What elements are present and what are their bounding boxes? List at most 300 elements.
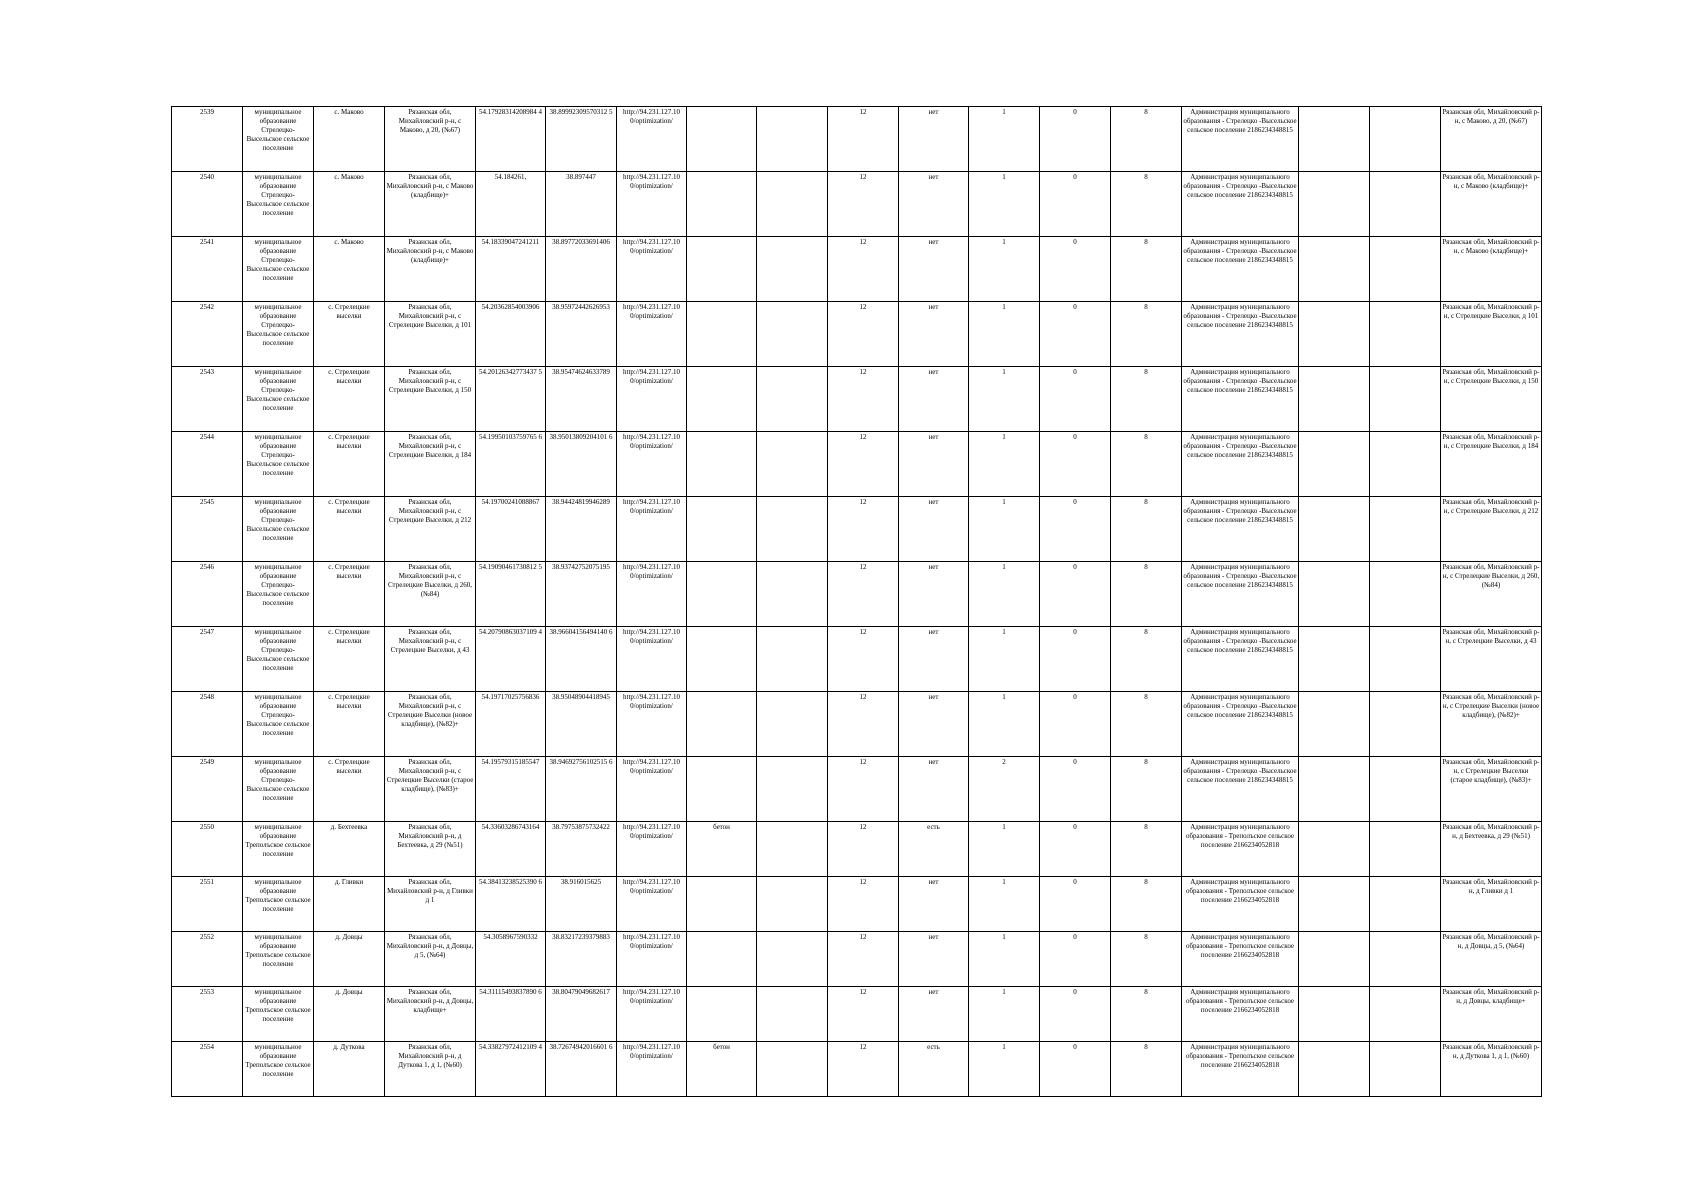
settlement-cell: д. Довцы (314, 932, 385, 987)
months-cell: 8 (1111, 237, 1182, 302)
row-number-cell: 2540 (172, 172, 243, 237)
extra-count-cell: 0 (1040, 107, 1111, 172)
operator-cell: Администрация муниципального образования - Стрелецко -Высельское сельское поселение 2186234348815 (1182, 757, 1299, 822)
source-address-cell: Рязанская обл, Михайловский р-н, д Довцы, д 5, (№64) (1441, 932, 1542, 987)
address-cell: Рязанская обл, Михайловский р-н, с Стрелецкие Выселки, д 212 (385, 497, 476, 562)
empty-cell (757, 692, 828, 757)
municipality-cell: муниципальное образование Треполъское сельское поселение (243, 877, 314, 932)
surface-cell: бетон (687, 822, 757, 877)
address-cell: Рязанская обл, Михайловский р-н, д Довцы, кладбище+ (385, 987, 476, 1042)
volume-cell: 12 (828, 932, 899, 987)
months-cell: 8 (1111, 932, 1182, 987)
operator-cell: Администрация муниципального образования - Стрелецко -Высельское сельское поселение 2186234348815 (1182, 172, 1299, 237)
settlement-cell: с. Стрелецкие выселки (314, 562, 385, 627)
address-cell: Рязанская обл, Михайловский р-н, с Стрелецкие Выселки, д 260, (№84) (385, 562, 476, 627)
latitude-cell: 54.19717025756836 (476, 692, 546, 757)
shelter-cell: нет (899, 627, 969, 692)
empty-cell (1299, 877, 1370, 932)
table-row (172, 877, 1542, 932)
municipality-cell: муниципальное образование Стрелецко-Высельское сельское поселение (243, 367, 314, 432)
container-count-cell: 1 (969, 932, 1040, 987)
settlement-cell: д. Дуткова (314, 1042, 385, 1097)
municipality-cell: муниципальное образование Стрелецко-Высельское сельское поселение (243, 302, 314, 367)
empty-cell (1299, 432, 1370, 497)
volume-cell: 12 (828, 627, 899, 692)
source-address-cell: Рязанская обл, Михайловский р-н, д Бехтеевка, д 29 (№51) (1441, 822, 1542, 877)
url-cell: http://94.231.127.10 0/optimization/ (617, 562, 687, 627)
table-row (172, 932, 1542, 987)
source-address-cell: Рязанская обл, Михайловский р-н, с Стрелецкие Выселки, д 184 (1441, 432, 1542, 497)
source-address-cell: Рязанская обл, Михайловский р-н, с Маково (кладбище)+ (1441, 172, 1542, 237)
months-cell: 8 (1111, 497, 1182, 562)
row-number-cell: 2546 (172, 562, 243, 627)
municipality-cell: муниципальное образование Треполъское сельское поселение (243, 822, 314, 877)
container-count-cell: 1 (969, 172, 1040, 237)
shelter-cell: нет (899, 237, 969, 302)
row-number-cell: 2551 (172, 877, 243, 932)
empty-cell (757, 627, 828, 692)
surface-cell (687, 932, 757, 987)
extra-count-cell: 0 (1040, 172, 1111, 237)
shelter-cell: нет (899, 107, 969, 172)
settlement-cell: с. Стрелецкие выселки (314, 367, 385, 432)
row-number-cell: 2542 (172, 302, 243, 367)
surface-cell (687, 757, 757, 822)
longitude-cell: 38.897447 (546, 172, 617, 237)
volume-cell: 12 (828, 237, 899, 302)
extra-count-cell: 0 (1040, 497, 1111, 562)
empty-cell (1299, 627, 1370, 692)
latitude-cell: 54.33827972412109 4 (476, 1042, 546, 1097)
container-count-cell: 1 (969, 1042, 1040, 1097)
extra-count-cell: 0 (1040, 987, 1111, 1042)
empty-cell (1370, 172, 1441, 237)
empty-cell (757, 432, 828, 497)
row-number-cell: 2541 (172, 237, 243, 302)
empty-cell (1370, 877, 1441, 932)
empty-cell (1299, 822, 1370, 877)
empty-cell (757, 367, 828, 432)
container-count-cell: 1 (969, 302, 1040, 367)
empty-cell (757, 987, 828, 1042)
url-cell: http://94.231.127.10 0/optimization/ (617, 877, 687, 932)
container-count-cell: 1 (969, 432, 1040, 497)
months-cell: 8 (1111, 822, 1182, 877)
months-cell: 8 (1111, 987, 1182, 1042)
address-cell: Рязанская обл, Михайловский р-н, с Маково, д 20, (№67) (385, 107, 476, 172)
empty-cell (1299, 987, 1370, 1042)
surface-cell (687, 497, 757, 562)
volume-cell: 12 (828, 367, 899, 432)
table-row (172, 692, 1542, 757)
latitude-cell: 54.31115493837890 6 (476, 987, 546, 1042)
settlement-cell: с. Маково (314, 237, 385, 302)
source-address-cell: Рязанская обл, Михайловский р-н, с Стрелецкие Выселки (старое кладбище), (№83)+ (1441, 757, 1542, 822)
operator-cell: Администрация муниципального образования - Стрелецко -Высельское сельское поселение 2186234348815 (1182, 627, 1299, 692)
url-cell: http://94.231.127.10 0/optimization/ (617, 172, 687, 237)
address-cell: Рязанская обл, Михайловский р-н, д Довцы, д 5, (№64) (385, 932, 476, 987)
municipality-cell: муниципальное образование Стрелецко-Высельское сельское поселение (243, 627, 314, 692)
operator-cell: Администрация муниципального образования - Стрелецко -Высельское сельское поселение 2186234348815 (1182, 237, 1299, 302)
longitude-cell: 38.95013809204101 6 (546, 432, 617, 497)
municipality-cell: муниципальное образование Треполъское сельское поселение (243, 1042, 314, 1097)
months-cell: 8 (1111, 757, 1182, 822)
table-row (172, 367, 1542, 432)
municipality-cell: муниципальное образование Стрелецко-Высельское сельское поселение (243, 172, 314, 237)
row-number-cell: 2550 (172, 822, 243, 877)
address-cell: Рязанская обл, Михайловский р-н, д Дуткова 1, д 1, (№60) (385, 1042, 476, 1097)
table-row (172, 432, 1542, 497)
extra-count-cell: 0 (1040, 822, 1111, 877)
latitude-cell: 54.3058967590332 (476, 932, 546, 987)
volume-cell: 12 (828, 432, 899, 497)
surface-cell (687, 432, 757, 497)
extra-count-cell: 0 (1040, 237, 1111, 302)
longitude-cell: 38.96604156494140 6 (546, 627, 617, 692)
row-number-cell: 2545 (172, 497, 243, 562)
url-cell: http://94.231.127.10 0/optimization/ (617, 692, 687, 757)
empty-cell (1299, 692, 1370, 757)
longitude-cell: 38.916015625 (546, 877, 617, 932)
municipality-cell: муниципальное образование Треполъское сельское поселение (243, 987, 314, 1042)
address-cell: Рязанская обл, Михайловский р-н, с Маково (кладбище)+ (385, 237, 476, 302)
empty-cell (757, 562, 828, 627)
source-address-cell: Рязанская обл, Михайловский р-н, с Маково (кладбище)+ (1441, 237, 1542, 302)
surface-cell: бетон (687, 1042, 757, 1097)
source-address-cell: Рязанская обл, Михайловский р-н, с Стрелецкие Выселки, д 101 (1441, 302, 1542, 367)
extra-count-cell: 0 (1040, 932, 1111, 987)
source-address-cell: Рязанская обл, Михайловский р-н, д Дуткова 1, д 1, (№60) (1441, 1042, 1542, 1097)
empty-cell (1370, 932, 1441, 987)
url-cell: http://94.231.127.10 0/optimization/ (617, 237, 687, 302)
longitude-cell: 38.83217239379883 (546, 932, 617, 987)
row-number-cell: 2549 (172, 757, 243, 822)
table-row (172, 627, 1542, 692)
operator-cell: Администрация муниципального образования - Треполъское сельское поселение 2166234052818 (1182, 877, 1299, 932)
empty-cell (757, 497, 828, 562)
volume-cell: 12 (828, 497, 899, 562)
volume-cell: 12 (828, 822, 899, 877)
months-cell: 8 (1111, 172, 1182, 237)
address-cell: Рязанская обл, Михайловский р-н, с Стрелецкие Выселки (старое кладбище), (№83)+ (385, 757, 476, 822)
longitude-cell: 38.93742752075195 (546, 562, 617, 627)
shelter-cell: нет (899, 562, 969, 627)
row-number-cell: 2554 (172, 1042, 243, 1097)
operator-cell: Администрация муниципального образования - Треполъское сельское поселение 2166234052818 (1182, 987, 1299, 1042)
table-row (172, 562, 1542, 627)
extra-count-cell: 0 (1040, 562, 1111, 627)
empty-cell (1299, 107, 1370, 172)
settlement-cell: с. Стрелецкие выселки (314, 432, 385, 497)
table-row (172, 822, 1542, 877)
container-count-cell: 1 (969, 497, 1040, 562)
surface-cell (687, 627, 757, 692)
surface-cell (687, 302, 757, 367)
table-body (172, 107, 1542, 1097)
operator-cell: Администрация муниципального образования - Стрелецко -Высельское сельское поселение 2186234348815 (1182, 562, 1299, 627)
address-cell: Рязанская обл, Михайловский р-н, с Стрелецкие Выселки, д 184 (385, 432, 476, 497)
container-count-cell: 1 (969, 562, 1040, 627)
address-cell: Рязанская обл, Михайловский р-н, с Стрелецкие Выселки, д 43 (385, 627, 476, 692)
address-cell: Рязанская обл, Михайловский р-н, д Бехтеевка, д 29 (№51) (385, 822, 476, 877)
months-cell: 8 (1111, 302, 1182, 367)
settlement-cell: с. Маково (314, 107, 385, 172)
latitude-cell: 54.20126342773437 5 (476, 367, 546, 432)
operator-cell: Администрация муниципального образования - Стрелецко -Высельское сельское поселение 2186234348815 (1182, 367, 1299, 432)
surface-cell (687, 877, 757, 932)
extra-count-cell: 0 (1040, 627, 1111, 692)
operator-cell: Администрация муниципального образования - Стрелецко -Высельское сельское поселение 2186234348815 (1182, 302, 1299, 367)
volume-cell: 12 (828, 877, 899, 932)
longitude-cell: 38.72674942016601 6 (546, 1042, 617, 1097)
longitude-cell: 38.89772033691406 (546, 237, 617, 302)
settlement-cell: с. Стрелецкие выселки (314, 627, 385, 692)
surface-cell (687, 172, 757, 237)
empty-cell (1370, 107, 1441, 172)
longitude-cell: 38.79753875732422 (546, 822, 617, 877)
operator-cell: Администрация муниципального образования - Стрелецко -Высельское сельское поселение 2186234348815 (1182, 497, 1299, 562)
months-cell: 8 (1111, 432, 1182, 497)
empty-cell (757, 237, 828, 302)
volume-cell: 12 (828, 757, 899, 822)
source-address-cell: Рязанская обл, Михайловский р-н, с Стрелецкие Выселки, д 150 (1441, 367, 1542, 432)
source-address-cell: Рязанская обл, Михайловский р-н, д Довцы, кладбище+ (1441, 987, 1542, 1042)
row-number-cell: 2543 (172, 367, 243, 432)
municipality-cell: муниципальное образование Треполъское сельское поселение (243, 932, 314, 987)
shelter-cell: нет (899, 877, 969, 932)
address-cell: Рязанская обл, Михайловский р-н, с Стрелецкие Выселки, д 101 (385, 302, 476, 367)
row-number-cell: 2548 (172, 692, 243, 757)
municipality-cell: муниципальное образование Стрелецко-Высельское сельское поселение (243, 497, 314, 562)
shelter-cell: нет (899, 987, 969, 1042)
url-cell: http://94.231.127.10 0/optimization/ (617, 497, 687, 562)
operator-cell: Администрация муниципального образования - Стрелецко -Высельское сельское поселение 2186234348815 (1182, 432, 1299, 497)
empty-cell (1299, 1042, 1370, 1097)
table-row (172, 757, 1542, 822)
settlement-cell: с. Стрелецкие выселки (314, 497, 385, 562)
volume-cell: 12 (828, 1042, 899, 1097)
empty-cell (1370, 987, 1441, 1042)
extra-count-cell: 0 (1040, 877, 1111, 932)
row-number-cell: 2547 (172, 627, 243, 692)
url-cell: http://94.231.127.10 0/optimization/ (617, 757, 687, 822)
table-row (172, 987, 1542, 1042)
container-count-cell: 1 (969, 367, 1040, 432)
latitude-cell: 54.19950103759765 6 (476, 432, 546, 497)
address-cell: Рязанская обл, Михайловский р-н, с Маково (кладбище)+ (385, 172, 476, 237)
row-number-cell: 2544 (172, 432, 243, 497)
empty-cell (1370, 237, 1441, 302)
longitude-cell: 38.95972442626953 (546, 302, 617, 367)
settlement-cell: д. Бехтеевка (314, 822, 385, 877)
address-cell: Рязанская обл, Михайловский р-н, с Стрелецкие Выселки (новое кладбище), (№82)+ (385, 692, 476, 757)
url-cell: http://94.231.127.10 0/optimization/ (617, 987, 687, 1042)
source-address-cell: Рязанская обл, Михайловский р-н, с Стрелецкие Выселки, д 43 (1441, 627, 1542, 692)
table-row (172, 237, 1542, 302)
url-cell: http://94.231.127.10 0/optimization/ (617, 627, 687, 692)
empty-cell (1370, 367, 1441, 432)
settlement-cell: с. Стрелецкие выселки (314, 692, 385, 757)
empty-cell (1370, 1042, 1441, 1097)
surface-cell (687, 692, 757, 757)
shelter-cell: нет (899, 692, 969, 757)
settlement-cell: с. Маково (314, 172, 385, 237)
empty-cell (757, 107, 828, 172)
source-address-cell: Рязанская обл, Михайловский р-н, с Стрелецкие Выселки (новое кладбище), (№82)+ (1441, 692, 1542, 757)
url-cell: http://94.231.127.10 0/optimization/ (617, 432, 687, 497)
latitude-cell: 54.19579315185547 (476, 757, 546, 822)
empty-cell (757, 932, 828, 987)
surface-cell (687, 987, 757, 1042)
municipality-cell: муниципальное образование Стрелецко-Высельское сельское поселение (243, 562, 314, 627)
address-cell: Рязанская обл, Михайловский р-н, с Стрелецкие Выселки, д 150 (385, 367, 476, 432)
empty-cell (1370, 822, 1441, 877)
surface-cell (687, 237, 757, 302)
months-cell: 8 (1111, 562, 1182, 627)
empty-cell (1299, 367, 1370, 432)
container-count-cell: 1 (969, 627, 1040, 692)
longitude-cell: 38.89992309570312 5 (546, 107, 617, 172)
operator-cell: Администрация муниципального образования - Треполъское сельское поселение 2166234052818 (1182, 1042, 1299, 1097)
empty-cell (1299, 237, 1370, 302)
empty-cell (1370, 692, 1441, 757)
empty-cell (1299, 932, 1370, 987)
longitude-cell: 38.94692756102515 6 (546, 757, 617, 822)
municipality-cell: муниципальное образование Стрелецко-Высельское сельское поселение (243, 107, 314, 172)
empty-cell (1370, 497, 1441, 562)
municipality-cell: муниципальное образование Стрелецко-Высельское сельское поселение (243, 757, 314, 822)
volume-cell: 12 (828, 107, 899, 172)
surface-cell (687, 107, 757, 172)
empty-cell (757, 172, 828, 237)
url-cell: http://94.231.127.10 0/optimization/ (617, 367, 687, 432)
volume-cell: 12 (828, 987, 899, 1042)
surface-cell (687, 562, 757, 627)
shelter-cell: нет (899, 367, 969, 432)
latitude-cell: 54.19090461730812 5 (476, 562, 546, 627)
longitude-cell: 38.94424819946289 (546, 497, 617, 562)
empty-cell (757, 302, 828, 367)
longitude-cell: 38.95474624633789 (546, 367, 617, 432)
shelter-cell: нет (899, 432, 969, 497)
empty-cell (1370, 562, 1441, 627)
empty-cell (757, 822, 828, 877)
empty-cell (1299, 302, 1370, 367)
empty-cell (1299, 497, 1370, 562)
url-cell: http://94.231.127.10 0/optimization/ (617, 302, 687, 367)
latitude-cell: 54.18339047241211 (476, 237, 546, 302)
container-count-cell: 1 (969, 987, 1040, 1042)
table-row (172, 172, 1542, 237)
shelter-cell: нет (899, 757, 969, 822)
container-count-cell: 1 (969, 877, 1040, 932)
shelter-cell: есть (899, 822, 969, 877)
container-count-cell: 2 (969, 757, 1040, 822)
months-cell: 8 (1111, 692, 1182, 757)
empty-cell (757, 1042, 828, 1097)
table-row (172, 1042, 1542, 1097)
latitude-cell: 54.184261, (476, 172, 546, 237)
municipality-cell: муниципальное образование Стрелецко-Высельское сельское поселение (243, 237, 314, 302)
shelter-cell: нет (899, 172, 969, 237)
container-count-cell: 1 (969, 822, 1040, 877)
extra-count-cell: 0 (1040, 1042, 1111, 1097)
shelter-cell: есть (899, 1042, 969, 1097)
months-cell: 8 (1111, 107, 1182, 172)
months-cell: 8 (1111, 877, 1182, 932)
volume-cell: 12 (828, 302, 899, 367)
municipality-cell: муниципальное образование Стрелецко-Высельское сельское поселение (243, 692, 314, 757)
empty-cell (1299, 172, 1370, 237)
empty-cell (1370, 302, 1441, 367)
volume-cell: 12 (828, 172, 899, 237)
empty-cell (757, 877, 828, 932)
empty-cell (1370, 627, 1441, 692)
url-cell: http://94.231.127.10 0/optimization/ (617, 822, 687, 877)
operator-cell: Администрация муниципального образования - Треполъское сельское поселение 2166234052818 (1182, 822, 1299, 877)
latitude-cell: 54.20362854003906 (476, 302, 546, 367)
url-cell: http://94.231.127.10 0/optimization/ (617, 1042, 687, 1097)
months-cell: 8 (1111, 367, 1182, 432)
source-address-cell: Рязанская обл, Михайловский р-н, с Стрелецкие Выселки, д 260, (№84) (1441, 562, 1542, 627)
table-row (172, 107, 1542, 172)
empty-cell (1299, 757, 1370, 822)
settlement-cell: с. Стрелецкие выселки (314, 302, 385, 367)
empty-cell (1370, 757, 1441, 822)
address-cell: Рязанская обл, Михайловский р-н, д Гливки д 1 (385, 877, 476, 932)
container-count-cell: 1 (969, 107, 1040, 172)
shelter-cell: нет (899, 302, 969, 367)
latitude-cell: 54.17928314208984 4 (476, 107, 546, 172)
extra-count-cell: 0 (1040, 302, 1111, 367)
municipality-cell: муниципальное образование Стрелецко-Высельское сельское поселение (243, 432, 314, 497)
operator-cell: Администрация муниципального образования - Треполъское сельское поселение 2166234052818 (1182, 932, 1299, 987)
settlement-cell: с. Стрелецкие выселки (314, 757, 385, 822)
longitude-cell: 38.80479049682617 (546, 987, 617, 1042)
settlement-cell: д. Гливки (314, 877, 385, 932)
empty-cell (1370, 432, 1441, 497)
latitude-cell: 54.38413238525390 6 (476, 877, 546, 932)
source-address-cell: Рязанская обл, Михайловский р-н, с Стрелецкие Выселки, д 212 (1441, 497, 1542, 562)
extra-count-cell: 0 (1040, 757, 1111, 822)
empty-cell (757, 757, 828, 822)
latitude-cell: 54.19700241088867 (476, 497, 546, 562)
url-cell: http://94.231.127.10 0/optimization/ (617, 107, 687, 172)
months-cell: 8 (1111, 1042, 1182, 1097)
operator-cell: Администрация муниципального образования - Стрелецко -Высельское сельское поселение 2186234348815 (1182, 692, 1299, 757)
shelter-cell: нет (899, 497, 969, 562)
registry-table (171, 106, 1542, 1097)
latitude-cell: 54.20790863037109 4 (476, 627, 546, 692)
latitude-cell: 54.33603286743164 (476, 822, 546, 877)
source-address-cell: Рязанская обл, Михайловский р-н, с Маково, д 20, (№67) (1441, 107, 1542, 172)
extra-count-cell: 0 (1040, 692, 1111, 757)
volume-cell: 12 (828, 562, 899, 627)
extra-count-cell: 0 (1040, 432, 1111, 497)
row-number-cell: 2552 (172, 932, 243, 987)
empty-cell (1299, 562, 1370, 627)
source-address-cell: Рязанская обл, Михайловский р-н, д Гливки д 1 (1441, 877, 1542, 932)
settlement-cell: д. Довцы (314, 987, 385, 1042)
longitude-cell: 38.95048904418945 (546, 692, 617, 757)
table-row (172, 302, 1542, 367)
surface-cell (687, 367, 757, 432)
row-number-cell: 2539 (172, 107, 243, 172)
operator-cell: Администрация муниципального образования - Стрелецко -Высельское сельское поселение 2186234348815 (1182, 107, 1299, 172)
shelter-cell: нет (899, 932, 969, 987)
container-count-cell: 1 (969, 692, 1040, 757)
extra-count-cell: 0 (1040, 367, 1111, 432)
